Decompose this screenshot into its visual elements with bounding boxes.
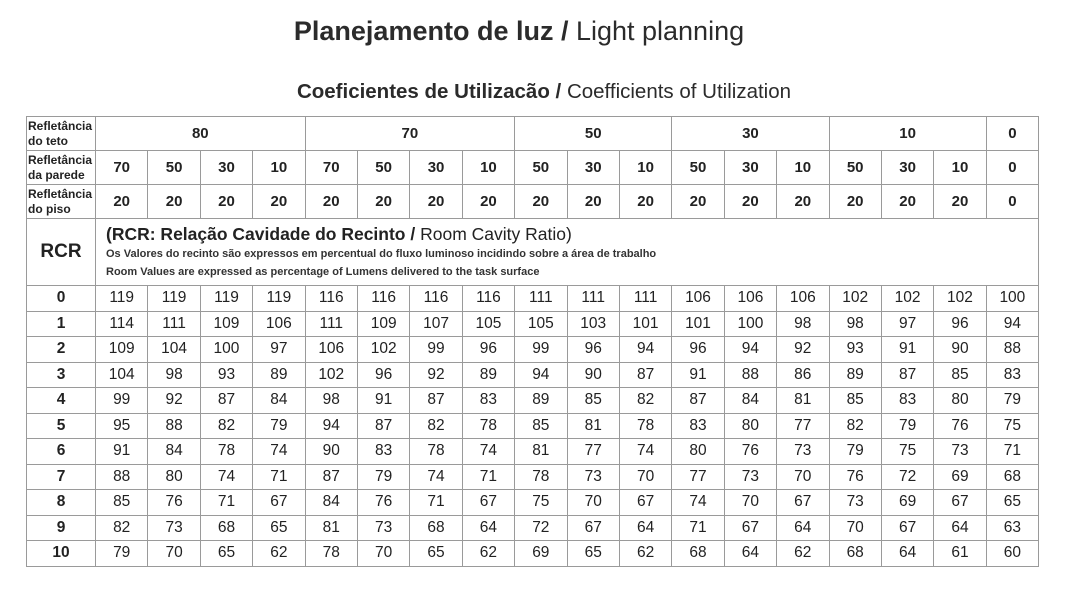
table-cell: 82 (200, 413, 252, 439)
table-cell: 111 (567, 286, 619, 312)
table-cell: 106 (724, 286, 776, 312)
table-cell: 81 (777, 388, 829, 414)
table-cell: 84 (253, 388, 305, 414)
table-cell: 119 (200, 286, 252, 312)
table-cell: 96 (934, 311, 986, 337)
wall-value-17: 0 (986, 151, 1038, 185)
table-cell: 67 (567, 515, 619, 541)
table-cell: 102 (305, 362, 357, 388)
table-cell: 87 (410, 388, 462, 414)
floor-value-4: 20 (305, 185, 357, 219)
table-cell: 83 (462, 388, 514, 414)
table-row (27, 337, 1039, 363)
table-cell: 82 (619, 388, 671, 414)
table-cell: 78 (305, 541, 357, 567)
table-cell: 70 (148, 541, 200, 567)
table-cell: 76 (724, 439, 776, 465)
floor-reflectance-row (27, 185, 1039, 219)
table-cell: 105 (462, 311, 514, 337)
table-subtitle-bold: Coeficientes de Utilizacão / (296, 80, 562, 103)
table-cell: 100 (986, 286, 1038, 312)
table-subtitle (0, 80, 1068, 104)
rcr-row-label: 10 (27, 541, 96, 567)
table-cell: 79 (829, 439, 881, 465)
table-cell: 70 (357, 541, 409, 567)
table-cell: 96 (567, 337, 619, 363)
table-cell: 88 (724, 362, 776, 388)
table-cell: 87 (357, 413, 409, 439)
table-cell: 78 (619, 413, 671, 439)
table-cell: 77 (672, 464, 724, 490)
table-cell: 97 (253, 337, 305, 363)
table-cell: 111 (515, 286, 567, 312)
table-cell: 99 (410, 337, 462, 363)
ceiling-value-30: 30 (672, 117, 829, 151)
table-cell: 82 (410, 413, 462, 439)
floor-value-15: 20 (881, 185, 933, 219)
table-cell: 67 (253, 490, 305, 516)
table-subtitle-normal: Coefficients of Utilization (561, 80, 792, 103)
rcr-row-label: 1 (27, 311, 96, 337)
table-cell: 65 (986, 490, 1038, 516)
table-cell: 92 (148, 388, 200, 414)
table-cell: 67 (462, 490, 514, 516)
table-cell: 75 (986, 413, 1038, 439)
table-cell: 71 (200, 490, 252, 516)
table-cell: 74 (410, 464, 462, 490)
table-cell: 89 (462, 362, 514, 388)
table-cell: 62 (253, 541, 305, 567)
table-cell: 102 (934, 286, 986, 312)
table-cell: 70 (777, 464, 829, 490)
table-cell: 101 (619, 311, 671, 337)
floor-value-7: 20 (462, 185, 514, 219)
table-cell: 93 (829, 337, 881, 363)
table-cell: 111 (619, 286, 671, 312)
rcr-row-label: 7 (27, 464, 96, 490)
table-cell: 80 (724, 413, 776, 439)
table-cell: 90 (305, 439, 357, 465)
table-cell: 67 (777, 490, 829, 516)
table-cell: 116 (410, 286, 462, 312)
table-cell: 87 (881, 362, 933, 388)
floor-value-9: 20 (567, 185, 619, 219)
floor-value-6: 20 (410, 185, 462, 219)
table-row (27, 413, 1039, 439)
rcr-description-row (27, 219, 1039, 286)
table-cell: 77 (777, 413, 829, 439)
rcr-row-label: 5 (27, 413, 96, 439)
table-cell: 87 (672, 388, 724, 414)
table-cell: 74 (462, 439, 514, 465)
rcr-row-label: 4 (27, 388, 96, 414)
table-cell: 62 (462, 541, 514, 567)
table-cell: 83 (986, 362, 1038, 388)
table-cell: 102 (881, 286, 933, 312)
table-cell: 99 (96, 388, 148, 414)
table-cell: 70 (829, 515, 881, 541)
table-cell: 61 (934, 541, 986, 567)
table-cell: 111 (305, 311, 357, 337)
table-cell: 67 (619, 490, 671, 516)
table-cell: 69 (515, 541, 567, 567)
table-cell: 64 (724, 541, 776, 567)
table-cell: 87 (305, 464, 357, 490)
table-cell: 69 (934, 464, 986, 490)
wall-value-1: 50 (148, 151, 200, 185)
table-cell: 109 (96, 337, 148, 363)
table-cell: 101 (672, 311, 724, 337)
table-cell: 107 (410, 311, 462, 337)
table-cell: 88 (148, 413, 200, 439)
table-cell: 119 (148, 286, 200, 312)
rcr-row-label: 0 (27, 286, 96, 312)
table-cell: 92 (410, 362, 462, 388)
floor-value-13: 20 (777, 185, 829, 219)
table-cell: 85 (567, 388, 619, 414)
table-cell: 71 (986, 439, 1038, 465)
floor-value-8: 20 (515, 185, 567, 219)
table-cell: 69 (881, 490, 933, 516)
rcr-description-heading: (RCR: Relação Cavidade do Recinto / Room Cavity Ratio) (106, 224, 572, 244)
floor-value-3: 20 (253, 185, 305, 219)
table-cell: 78 (410, 439, 462, 465)
table-cell: 73 (567, 464, 619, 490)
table-cell: 102 (357, 337, 409, 363)
table-row (27, 541, 1039, 567)
table-cell: 68 (672, 541, 724, 567)
table-cell: 81 (567, 413, 619, 439)
floor-value-0: 20 (96, 185, 148, 219)
table-cell: 74 (200, 464, 252, 490)
table-cell: 76 (934, 413, 986, 439)
wall-value-11: 50 (672, 151, 724, 185)
table-cell: 63 (986, 515, 1038, 541)
table-cell: 81 (305, 515, 357, 541)
table-cell: 90 (567, 362, 619, 388)
table-cell: 97 (881, 311, 933, 337)
rcr-row-label: 2 (27, 337, 96, 363)
table-cell: 62 (777, 541, 829, 567)
table-cell: 80 (934, 388, 986, 414)
table-cell: 106 (253, 311, 305, 337)
floor-value-16: 20 (934, 185, 986, 219)
table-cell: 91 (881, 337, 933, 363)
table-cell: 64 (619, 515, 671, 541)
table-cell: 79 (253, 413, 305, 439)
table-cell: 70 (619, 464, 671, 490)
wall-value-9: 30 (567, 151, 619, 185)
table-cell: 65 (567, 541, 619, 567)
table-cell: 96 (462, 337, 514, 363)
table-cell: 74 (253, 439, 305, 465)
table-cell: 85 (96, 490, 148, 516)
table-row (27, 311, 1039, 337)
rcr-description (96, 219, 1039, 286)
table-cell: 106 (777, 286, 829, 312)
table-cell: 90 (934, 337, 986, 363)
table-cell: 73 (724, 464, 776, 490)
floor-value-5: 20 (357, 185, 409, 219)
table-cell: 98 (148, 362, 200, 388)
table-cell: 100 (200, 337, 252, 363)
table-cell: 94 (724, 337, 776, 363)
table-cell: 75 (515, 490, 567, 516)
table-cell: 72 (881, 464, 933, 490)
table-cell: 84 (148, 439, 200, 465)
table-cell: 70 (567, 490, 619, 516)
floor-value-1: 20 (148, 185, 200, 219)
table-cell: 94 (305, 413, 357, 439)
table-cell: 104 (96, 362, 148, 388)
table-cell: 77 (567, 439, 619, 465)
rcr-row-label: 9 (27, 515, 96, 541)
table-cell: 76 (357, 490, 409, 516)
table-cell: 64 (934, 515, 986, 541)
page-title-normal: Light planning (568, 16, 745, 46)
table-cell: 60 (986, 541, 1038, 567)
table-cell: 91 (672, 362, 724, 388)
rcr-row-label: 3 (27, 362, 96, 388)
table-cell: 111 (148, 311, 200, 337)
table-cell: 68 (829, 541, 881, 567)
table-cell: 96 (672, 337, 724, 363)
table-cell: 85 (829, 388, 881, 414)
table-cell: 79 (357, 464, 409, 490)
ceiling-reflectance-row (27, 117, 1039, 151)
table-cell: 114 (96, 311, 148, 337)
table-cell: 64 (777, 515, 829, 541)
table-cell: 95 (96, 413, 148, 439)
table-cell: 79 (986, 388, 1038, 414)
table-cell: 73 (777, 439, 829, 465)
table-cell: 119 (96, 286, 148, 312)
table-cell: 73 (934, 439, 986, 465)
table-cell: 78 (462, 413, 514, 439)
table-cell: 70 (724, 490, 776, 516)
table-cell: 68 (410, 515, 462, 541)
table-cell: 80 (148, 464, 200, 490)
wall-value-7: 10 (462, 151, 514, 185)
rcr-description-portuguese: Os Valores do recinto são expressos em percentual do fluxo luminoso incidindo sobre a área de trabalho (106, 248, 657, 260)
wall-value-8: 50 (515, 151, 567, 185)
table-cell: 84 (724, 388, 776, 414)
table-row (27, 286, 1039, 312)
table-cell: 103 (567, 311, 619, 337)
table-cell: 67 (724, 515, 776, 541)
table-cell: 82 (96, 515, 148, 541)
table-cell: 86 (777, 362, 829, 388)
wall-value-2: 30 (200, 151, 252, 185)
floor-value-2: 20 (200, 185, 252, 219)
ceiling-value-10: 10 (829, 117, 986, 151)
table-cell: 74 (672, 490, 724, 516)
table-row (27, 362, 1039, 388)
table-cell: 71 (410, 490, 462, 516)
table-cell: 109 (357, 311, 409, 337)
table-cell: 89 (253, 362, 305, 388)
table-cell: 99 (515, 337, 567, 363)
table-cell: 84 (305, 490, 357, 516)
table-cell: 87 (200, 388, 252, 414)
wall-value-0: 70 (96, 151, 148, 185)
table-cell: 105 (515, 311, 567, 337)
table-cell: 89 (515, 388, 567, 414)
table-cell: 67 (881, 515, 933, 541)
table-cell: 65 (200, 541, 252, 567)
wall-value-3: 10 (253, 151, 305, 185)
table-cell: 91 (96, 439, 148, 465)
table-cell: 89 (829, 362, 881, 388)
table-cell: 78 (515, 464, 567, 490)
table-cell: 98 (829, 311, 881, 337)
table-cell: 116 (357, 286, 409, 312)
table-cell: 83 (357, 439, 409, 465)
table-cell: 96 (357, 362, 409, 388)
table-cell: 80 (672, 439, 724, 465)
table-cell: 92 (777, 337, 829, 363)
wall-value-14: 50 (829, 151, 881, 185)
table-cell: 93 (200, 362, 252, 388)
table-cell: 73 (357, 515, 409, 541)
table-cell: 87 (619, 362, 671, 388)
floor-value-10: 20 (619, 185, 671, 219)
table-cell: 91 (357, 388, 409, 414)
table-cell: 71 (462, 464, 514, 490)
ceiling-value-50: 50 (515, 117, 672, 151)
table-cell: 94 (619, 337, 671, 363)
table-cell: 102 (829, 286, 881, 312)
wall-reflectance-row (27, 151, 1039, 185)
table-cell: 82 (829, 413, 881, 439)
floor-value-17: 0 (986, 185, 1038, 219)
table-cell: 67 (934, 490, 986, 516)
table-row (27, 515, 1039, 541)
table-row (27, 490, 1039, 516)
ceiling-value-0: 0 (986, 117, 1038, 151)
table-cell: 98 (777, 311, 829, 337)
table-cell: 65 (410, 541, 462, 567)
wall-value-5: 50 (357, 151, 409, 185)
page-title-bold: Planejamento de luz / (293, 16, 569, 46)
wall-value-12: 30 (724, 151, 776, 185)
wall-value-13: 10 (777, 151, 829, 185)
table-row (27, 439, 1039, 465)
table-cell: 71 (253, 464, 305, 490)
table-cell: 88 (986, 337, 1038, 363)
floor-reflectance-label: Refletância do piso (27, 185, 96, 219)
table-cell: 79 (96, 541, 148, 567)
table-cell: 72 (515, 515, 567, 541)
table-cell: 88 (96, 464, 148, 490)
wall-value-6: 30 (410, 151, 462, 185)
table-cell: 100 (724, 311, 776, 337)
floor-value-12: 20 (724, 185, 776, 219)
wall-value-10: 10 (619, 151, 671, 185)
table-cell: 94 (986, 311, 1038, 337)
table-cell: 76 (148, 490, 200, 516)
table-cell: 85 (934, 362, 986, 388)
table-cell: 78 (200, 439, 252, 465)
table-cell: 73 (829, 490, 881, 516)
table-cell: 106 (305, 337, 357, 363)
table-cell: 75 (881, 439, 933, 465)
table-cell: 116 (305, 286, 357, 312)
rcr-row-label: 6 (27, 439, 96, 465)
table-cell: 83 (672, 413, 724, 439)
table-cell: 83 (881, 388, 933, 414)
table-cell: 65 (253, 515, 305, 541)
table-cell: 76 (829, 464, 881, 490)
table-cell: 79 (881, 413, 933, 439)
rcr-description-english: Room Values are expressed as percentage of Lumens delivered to the task surface (106, 266, 540, 278)
table-row (27, 388, 1039, 414)
floor-value-14: 20 (829, 185, 881, 219)
table-cell: 106 (672, 286, 724, 312)
wall-value-4: 70 (305, 151, 357, 185)
table-cell: 94 (515, 362, 567, 388)
table-row (27, 464, 1039, 490)
table-cell: 68 (986, 464, 1038, 490)
table-cell: 81 (515, 439, 567, 465)
table-cell: 85 (515, 413, 567, 439)
wall-reflectance-label: Refletância da parede (27, 151, 96, 185)
table-cell: 62 (619, 541, 671, 567)
table-cell: 104 (148, 337, 200, 363)
rcr-row-label: 8 (27, 490, 96, 516)
table-cell: 109 (200, 311, 252, 337)
table-cell: 116 (462, 286, 514, 312)
table-cell: 64 (881, 541, 933, 567)
coefficients-table (26, 116, 1039, 567)
floor-value-11: 20 (672, 185, 724, 219)
table-cell: 73 (148, 515, 200, 541)
table-cell: 68 (200, 515, 252, 541)
page-title (0, 16, 1038, 47)
table-cell: 98 (305, 388, 357, 414)
ceiling-value-80: 80 (96, 117, 306, 151)
ceiling-reflectance-label: Refletância do teto (27, 117, 96, 151)
ceiling-value-70: 70 (305, 117, 515, 151)
table-cell: 64 (462, 515, 514, 541)
table-cell: 74 (619, 439, 671, 465)
table-cell: 71 (672, 515, 724, 541)
table-cell: 119 (253, 286, 305, 312)
wall-value-15: 30 (881, 151, 933, 185)
wall-value-16: 10 (934, 151, 986, 185)
rcr-label: RCR (27, 219, 96, 286)
